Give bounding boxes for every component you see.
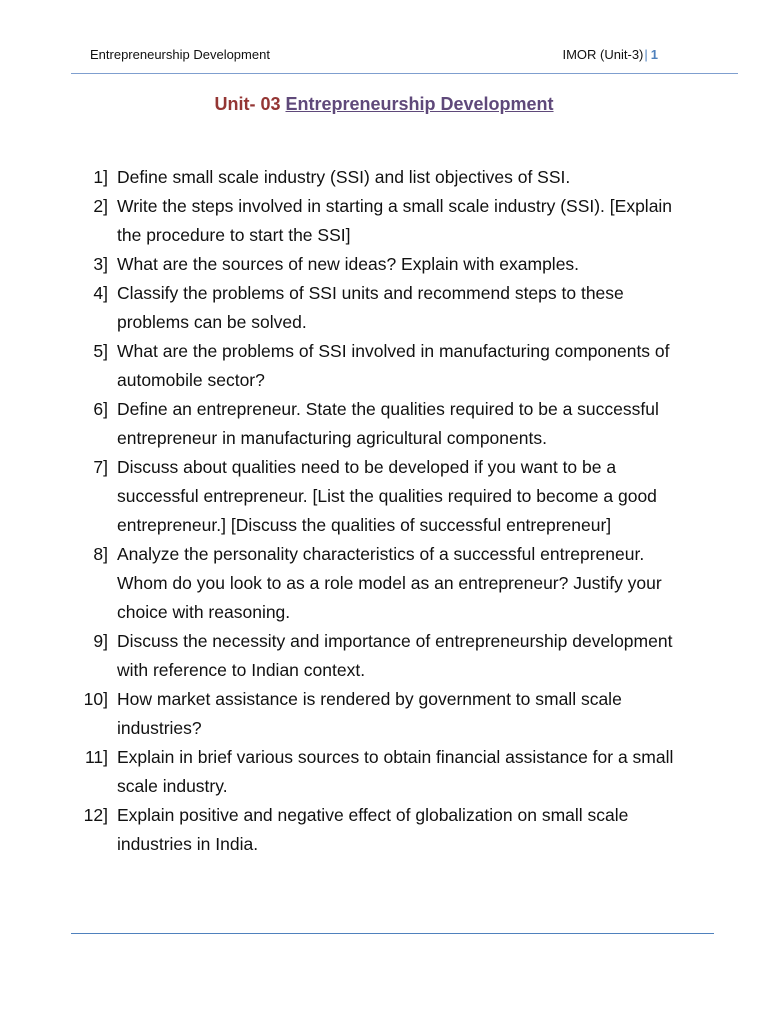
page-header <box>90 47 658 67</box>
question-text: Explain positive and negative effect of globalization on small scale industries in India. <box>117 805 629 854</box>
question-number: 2] <box>93 196 108 216</box>
question-item <box>72 801 692 859</box>
question-item <box>72 192 692 250</box>
page-title <box>0 94 768 115</box>
question-number: 11] <box>84 747 108 767</box>
question-number: 12] <box>83 805 108 825</box>
question-text: Discuss about qualities need to be developed if you want to be a successful entrepreneur. [List the qualities required to become a good entrepreneur.] [Discuss the qualities of successful entrepreneur] <box>117 457 657 535</box>
footer-divider <box>71 933 714 934</box>
question-item <box>72 627 692 685</box>
question-text: What are the sources of new ideas? Explain with examples. <box>117 254 580 274</box>
header-unit-label <box>562 47 658 62</box>
question-text: Explain in brief various sources to obtain financial assistance for a small scale industry. <box>117 747 674 796</box>
question-item <box>72 279 692 337</box>
question-number: 3] <box>93 254 108 274</box>
title-main-text: Entrepreneurship Development <box>285 94 554 114</box>
question-text: Write the steps involved in starting a small scale industry (SSI). [Explain the procedure to start the SSI] <box>117 196 673 245</box>
question-item <box>72 395 692 453</box>
question-text: What are the problems of SSI involved in manufacturing components of automobile sector? <box>117 341 670 390</box>
header-divider <box>71 73 738 74</box>
header-unit-text: IMOR (Unit-3) <box>562 47 644 62</box>
question-number: 10] <box>83 689 108 709</box>
question-item <box>72 453 692 540</box>
question-number: 5] <box>93 341 108 361</box>
question-item <box>72 540 692 627</box>
question-item <box>72 743 692 801</box>
question-number: 9] <box>93 631 108 651</box>
question-item <box>72 163 692 192</box>
question-number: 6] <box>93 399 108 419</box>
question-number: 7] <box>93 457 108 477</box>
question-text: Define an entrepreneur. State the qualities required to be a successful entrepreneur in manufacturing agricultural components. <box>117 399 659 448</box>
question-text: Classify the problems of SSI units and recommend steps to these problems can be solved. <box>117 283 624 332</box>
title-unit-prefix: Unit- 03 <box>214 94 281 114</box>
question-item <box>72 337 692 395</box>
question-list <box>72 163 692 859</box>
header-document-title: Entrepreneurship Development <box>90 47 270 62</box>
question-text: How market assistance is rendered by government to small scale industries? <box>117 689 622 738</box>
question-text: Analyze the personality characteristics of a successful entrepreneur. Whom do you look to as a role model as an entrepreneur? Justify your choice with reasoning. <box>117 544 662 622</box>
page-number: 1 <box>650 47 658 62</box>
header-separator: | <box>644 47 648 62</box>
question-number: 1] <box>93 167 108 187</box>
question-item <box>72 250 692 279</box>
question-number: 4] <box>93 283 108 303</box>
question-item <box>72 685 692 743</box>
question-number: 8] <box>93 544 108 564</box>
question-text: Discuss the necessity and importance of entrepreneurship development with reference to Indian context. <box>117 631 673 680</box>
question-text: Define small scale industry (SSI) and list objectives of SSI. <box>117 167 571 187</box>
